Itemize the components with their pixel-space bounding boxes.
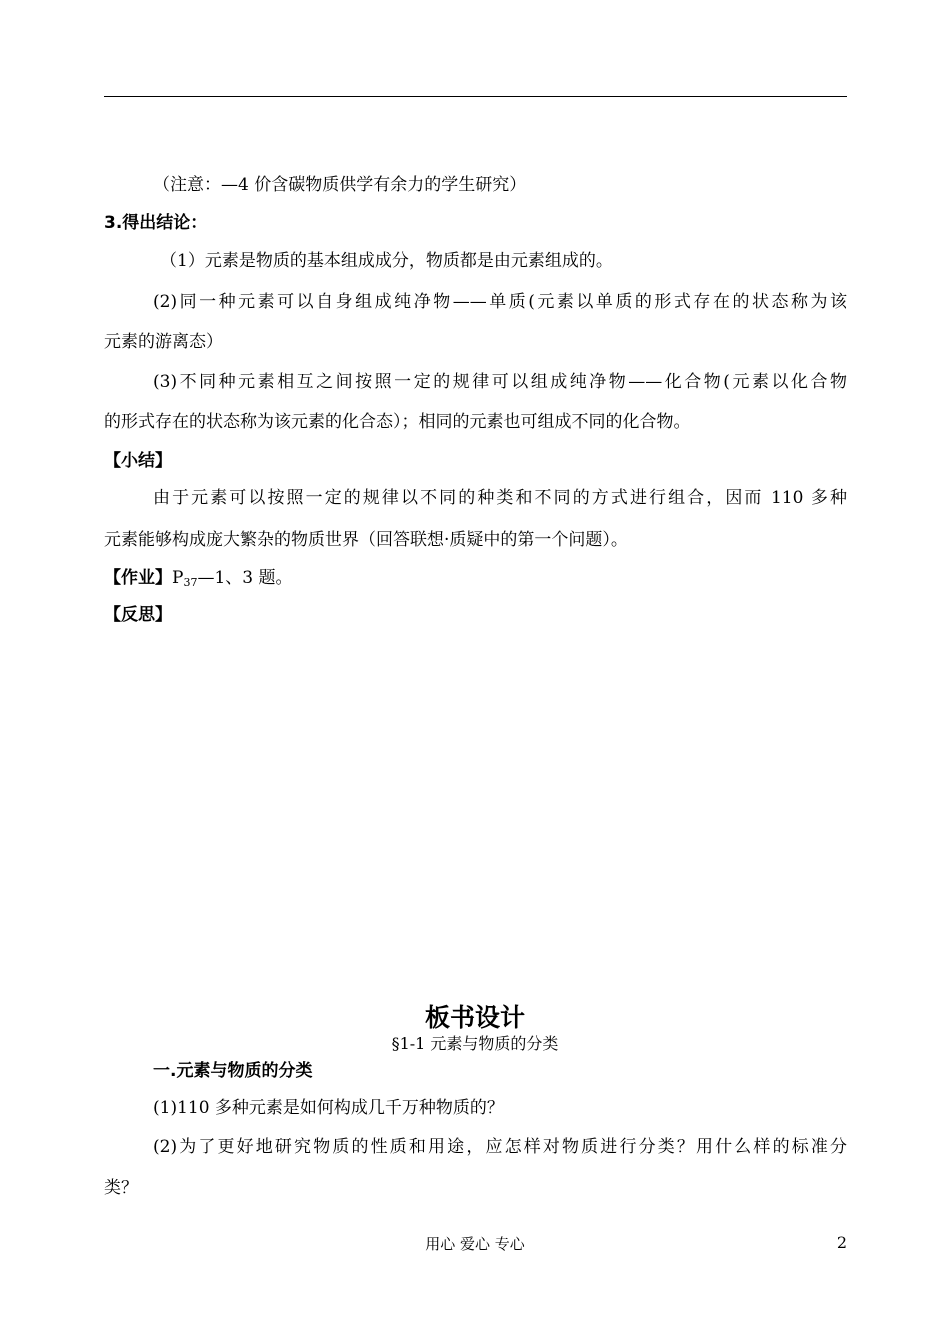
summary-line2: 元素能够构成庞大繁杂的物质世界（回答联想·质疑中的第一个问题）。 <box>104 530 628 550</box>
conclusion-1: （1）元素是物质的基本组成成分，物质都是由元素组成的。 <box>160 251 613 271</box>
board-subtitle: §1-1 元素与物质的分类 <box>391 1034 559 1053</box>
summary-heading: 【小结】 <box>104 451 172 471</box>
conclusion-heading: 3.得出结论： <box>104 213 208 233</box>
board-question-2-line1: (2)为了更好地研究物质的性质和用途，应怎样对物质进行分类？用什么样的标准分 <box>153 1137 847 1157</box>
footer-motto: 用心 爱心 专心 <box>425 1235 525 1253</box>
reflection-heading: 【反思】 <box>104 605 172 625</box>
homework-label: 【作业】 <box>104 568 172 588</box>
board-section-heading: 一.元素与物质的分类 <box>153 1061 313 1081</box>
board-title: 板书设计 <box>424 1003 525 1032</box>
summary-line1: 由于元素可以按照一定的规律以不同的种类和不同的方式进行组合，因而 110 多种 <box>153 488 847 508</box>
homework-page: P <box>172 568 184 588</box>
page-number: 2 <box>836 1233 847 1252</box>
homework-page-sub: 37 <box>183 576 198 589</box>
conclusion-2-line1: (2)同一种元素可以自身组成纯净物——单质(元素以单质的形式存在的状态称为该 <box>153 292 847 312</box>
homework-rest: —1、3 题。 <box>197 568 293 588</box>
board-question-1: (1)110 多种元素是如何构成几千万种物质的？ <box>153 1098 504 1118</box>
conclusion-3-line2: 的形式存在的状态称为该元素的化合态）；相同的元素也可组成不同的化合物。 <box>104 412 691 432</box>
header-rule <box>104 96 847 97</box>
conclusion-3-line1: (3)不同种元素相互之间按照一定的规律可以组成纯净物——化合物(元素以化合物 <box>153 372 847 392</box>
note-line: （注意：—4 价含碳物质供学有余力的学生研究） <box>153 175 527 195</box>
conclusion-2-line2: 元素的游离态） <box>104 332 223 352</box>
board-question-2-line2: 类？ <box>104 1178 138 1198</box>
homework-line <box>104 567 293 594</box>
